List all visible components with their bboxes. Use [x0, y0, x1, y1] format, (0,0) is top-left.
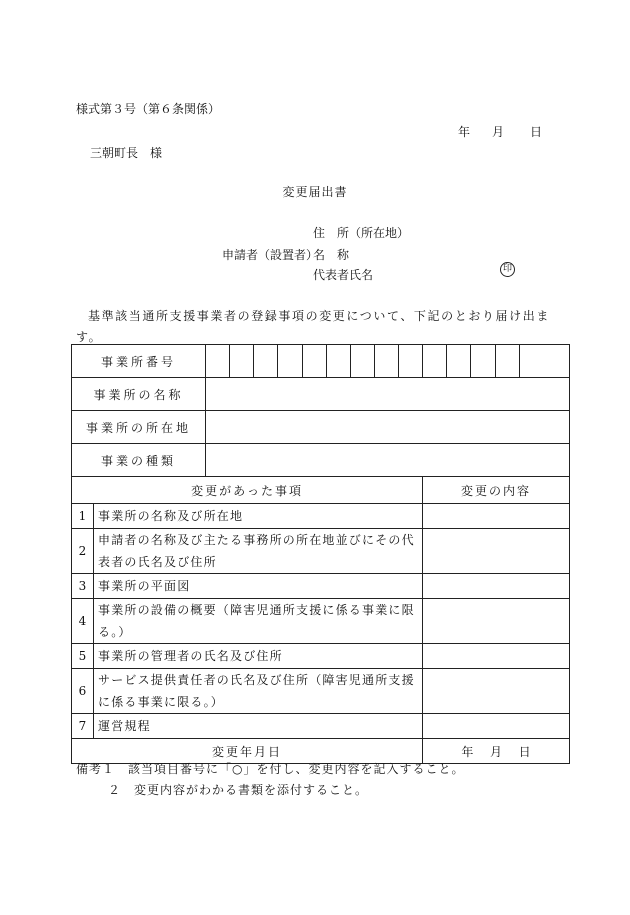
change-content-field[interactable]	[423, 574, 570, 599]
note-2: ２ 変更内容がわかる書類を添付すること。	[108, 783, 369, 797]
change-date-day: 日	[518, 744, 531, 759]
submission-date-day: 日	[530, 125, 543, 139]
applicant-address-label: 住 所（所在地）	[313, 226, 410, 240]
business-type-field[interactable]	[206, 444, 570, 477]
changed-items-header: 変更があった事項	[72, 477, 423, 504]
office-address-field[interactable]	[206, 411, 570, 444]
note-1: 備考１ 該当項目番号に「○」を付し、変更内容を記入すること。	[76, 762, 465, 776]
document-title: 変更届出書	[282, 185, 348, 199]
change-date-label: 変更年月日	[72, 739, 423, 764]
intro-text: 基準該当通所支援事業者の登録事項の変更について、下記のとおり届け出ます。	[76, 309, 550, 344]
applicant-name-label: 名 称	[313, 248, 350, 262]
office-number-box[interactable]	[520, 345, 570, 378]
submission-date-month: 月	[492, 125, 505, 139]
item-label: 事業所の名称及び所在地	[94, 504, 423, 529]
item-number: 2	[72, 529, 94, 574]
office-name-field[interactable]	[206, 378, 570, 411]
item-label: 申請者の名称及び主たる事務所の所在地並びにその代表者の氏名及び住所	[94, 529, 423, 574]
change-content-header: 変更の内容	[423, 477, 570, 504]
office-address-label: 事業所の所在地	[72, 411, 206, 444]
office-number-box[interactable]	[447, 345, 471, 378]
change-date-year: 年	[461, 744, 474, 759]
seal-icon: 印	[500, 262, 515, 277]
submission-date-year: 年	[458, 125, 471, 139]
office-number-box[interactable]	[496, 345, 520, 378]
business-type-label: 事業の種類	[72, 444, 206, 477]
office-number-box[interactable]	[423, 345, 447, 378]
office-number-box[interactable]	[206, 345, 230, 378]
item-number: 3	[72, 574, 94, 599]
office-number-box[interactable]	[303, 345, 327, 378]
office-number-box[interactable]	[254, 345, 278, 378]
office-number-box[interactable]	[471, 345, 496, 378]
item-number: 6	[72, 669, 94, 714]
change-date-month: 月	[489, 744, 502, 759]
item-number: 1	[72, 504, 94, 529]
office-number-label: 事業所番号	[72, 345, 206, 378]
office-number-box[interactable]	[375, 345, 399, 378]
item-number: 5	[72, 644, 94, 669]
office-number-box[interactable]	[278, 345, 303, 378]
item-number: 7	[72, 714, 94, 739]
item-label: 事業所の設備の概要（障害児通所支援に係る事業に限る。）	[94, 599, 423, 644]
item-label: 運営規程	[94, 714, 423, 739]
representative-name-label: 代表者氏名	[313, 268, 374, 282]
item-label: サービス提供責任者の氏名及び住所（障害児通所支援に係る事業に限る。）	[94, 669, 423, 714]
change-content-field[interactable]	[423, 529, 570, 574]
change-content-field[interactable]	[423, 669, 570, 714]
office-number-box[interactable]	[327, 345, 351, 378]
form-number: 様式第３号（第６条関係）	[76, 102, 221, 116]
addressee: 三朝町長 様	[90, 146, 163, 160]
item-label: 事業所の平面図	[94, 574, 423, 599]
item-number: 4	[72, 599, 94, 644]
office-number-box[interactable]	[399, 345, 423, 378]
item-label: 事業所の管理者の氏名及び住所	[94, 644, 423, 669]
change-notification-table	[71, 344, 570, 764]
change-content-field[interactable]	[423, 714, 570, 739]
office-number-box[interactable]	[230, 345, 254, 378]
applicant-label: 申請者（設置者）	[222, 248, 319, 262]
office-number-box[interactable]	[351, 345, 375, 378]
change-content-field[interactable]	[423, 504, 570, 529]
office-name-label: 事業所の名称	[72, 378, 206, 411]
change-content-field[interactable]	[423, 599, 570, 644]
change-content-field[interactable]	[423, 644, 570, 669]
